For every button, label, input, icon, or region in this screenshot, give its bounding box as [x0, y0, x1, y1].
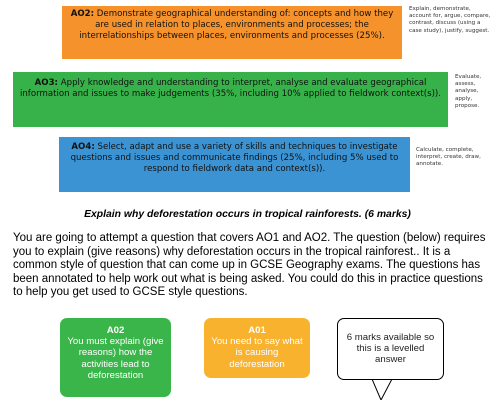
ao2-code: AO2: — [70, 9, 95, 19]
ao3-box — [13, 72, 448, 127]
exam-question: Explain why deforestation occurs in tropical rainforests. (6 marks) — [84, 209, 411, 220]
marks-callout — [337, 318, 444, 380]
ao4-command-words: Calculate, complete, interpret, create, draw, annotate. — [416, 147, 481, 168]
ao2-text: Demonstrate geographical understanding of: concepts and how they are used in relation to places, environments and processes; the interrelationships between places, environments and processes (25%). — [79, 9, 394, 42]
ao1-callout-text: You need to say what is causing deforestation — [211, 336, 303, 370]
ao1-callout-title: A01 — [248, 325, 266, 336]
ao4-code: AO4: — [71, 142, 95, 152]
ao2-callout-title: A02 — [106, 325, 125, 336]
ao2-callout-text: You must explain (give reasons) how the activities lead to deforestation — [67, 336, 164, 381]
ao4-box — [59, 137, 410, 192]
intro-paragraph: You are going to attempt a question that covers AO1 and AO2. The question (below) requires you to explain (give reasons) why deforestation occurs in the tropical rainforest.. It is a common style of question that can come up in GCSE Geography exams. The questions has been annotated to help work out what is being asked. You could do this in practice questions to help you get used to GCSE style questions. — [13, 232, 486, 299]
white-callout-tail — [372, 379, 392, 400]
marks-callout-text: 6 marks available so this is a levelled answer — [346, 332, 435, 366]
ao4-text: Select, adapt and use a variety of skills and techniques to investigate questions and issues and communicate findings (25%, including 5% used to respond to fieldwork data and context(s)). — [70, 142, 399, 175]
ao2-command-words: Explain, demonstrate, account for, argue, compare, contrast, discuss (using a case study), justify, suggest. — [409, 6, 491, 34]
ao1-callout — [204, 318, 310, 378]
ao3-code: AO3: — [34, 78, 58, 88]
ao3-command-words: Evaluate, assess, analyse, apply, propose. — [455, 74, 482, 109]
ao3-text: Apply knowledge and understanding to interpret, analyse and evaluate geographical information and issues to make judgements (35%, including 10% applied to fieldwork context(s)). — [19, 78, 442, 100]
ao2-callout — [60, 318, 171, 397]
ao2-box — [62, 6, 402, 59]
